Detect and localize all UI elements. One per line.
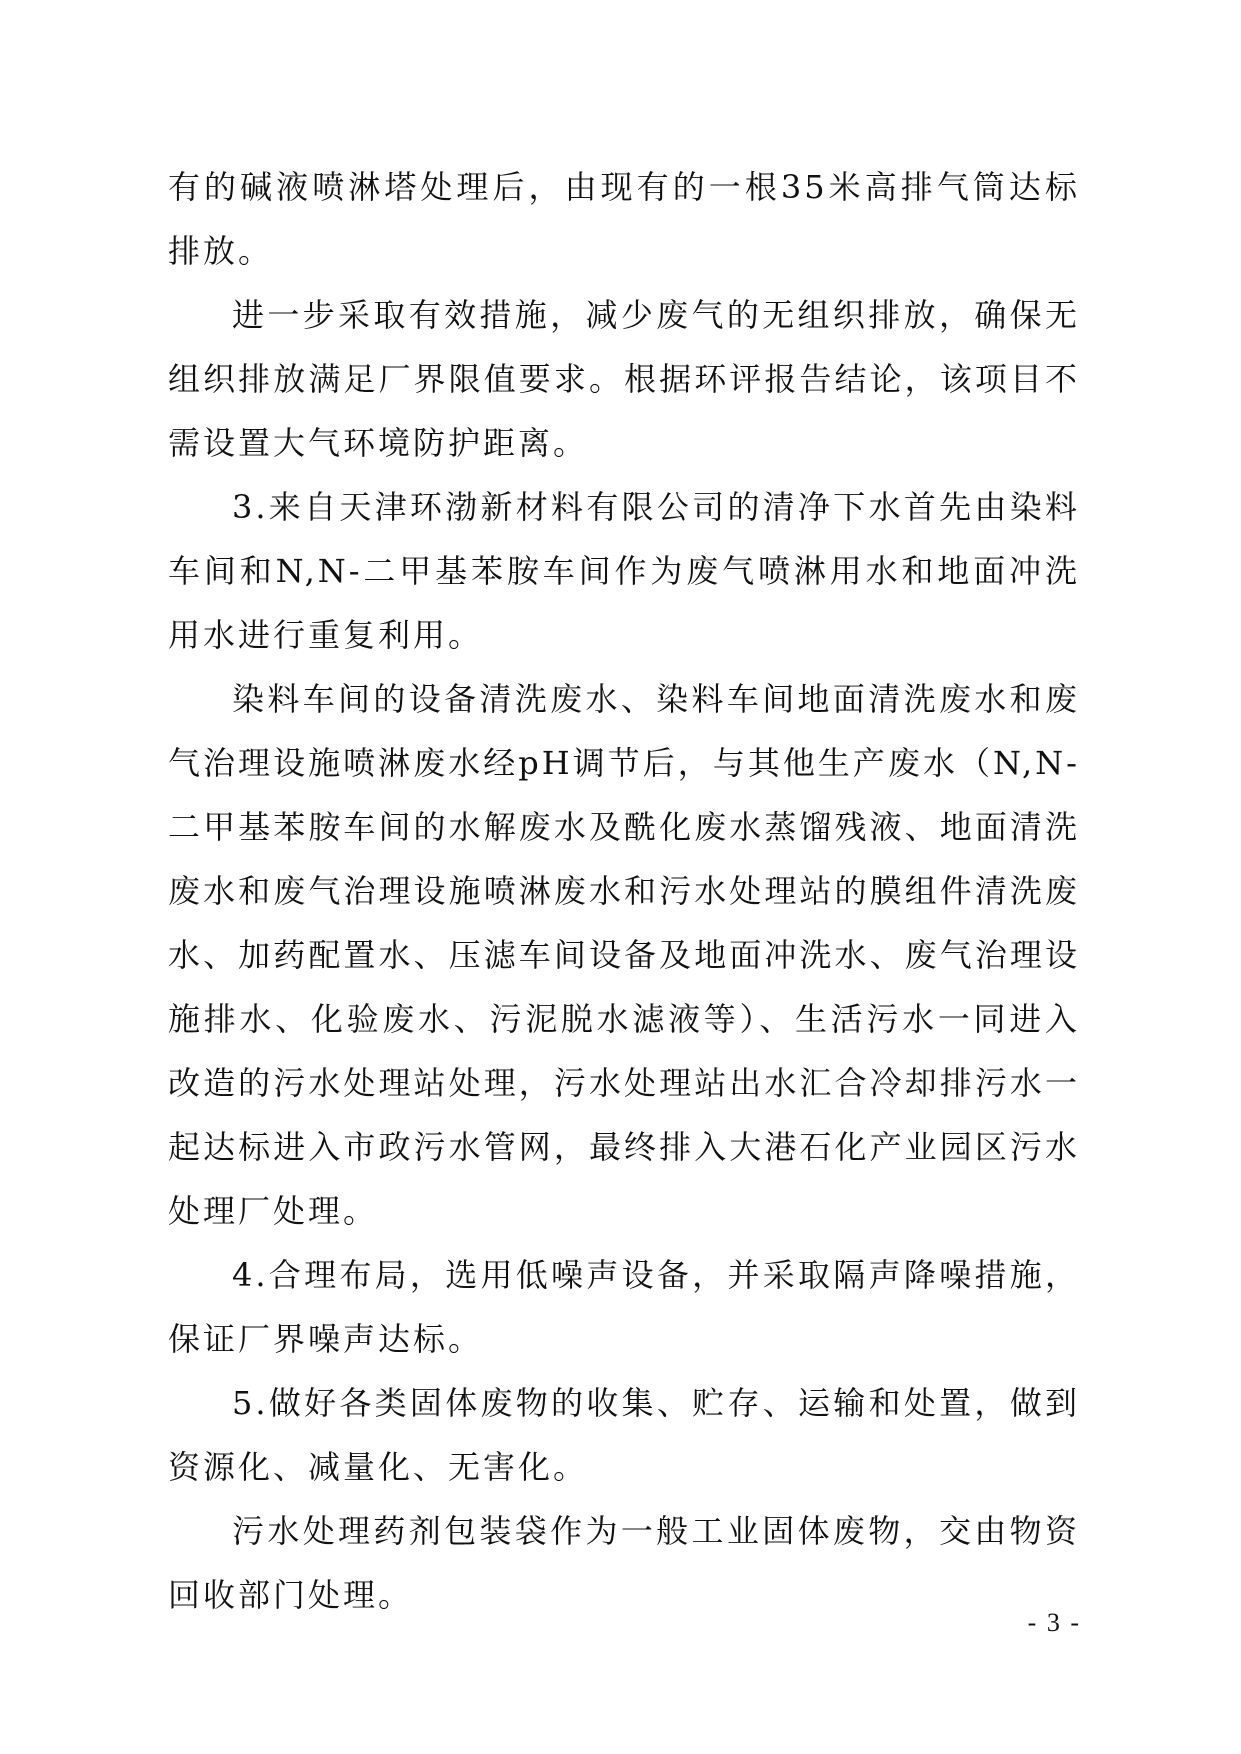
paragraph-continuation: 有的碱液喷淋塔处理后，由现有的一根35米高排气筒达标排放。 bbox=[168, 168, 1080, 270]
paragraph-fugitive-emissions: 进一步采取有效措施，减少废气的无组织排放，确保无组织排放满足厂界限值要求。根据环评报告结论，该项目不需设置大气环境防护距离。 bbox=[168, 296, 1080, 462]
paragraph-packaging-bags: 污水处理药剂包装袋作为一般工业固体废物，交由物资回收部门处理。 bbox=[168, 1512, 1080, 1614]
paragraph-item-4: 4.合理布局，选用低噪声设备，并采取隔声降噪措施，保证厂界噪声达标。 bbox=[168, 1256, 1080, 1358]
body-text bbox=[168, 155, 1080, 1627]
page-number: - 3 - bbox=[1027, 1608, 1081, 1637]
paragraph-wastewater-treatment: 染料车间的设备清洗废水、染料车间地面清洗废水和废气治理设施喷淋废水经pH调节后，与其他生产废水（N,N-二甲基苯胺车间的水解废水及酰化废水蒸馏残液、地面清洗废水和废气治理设施喷淋废水和污水处理站的膜组件清洗废水、加药配置水、压滤车间设备及地面冲洗水、废气治理设施排水、化验废水、污泥脱水滤液等）、生活污水一同进入改造的污水处理站处理，污水处理站出水汇合冷却排污水一起达标进入市政污水管网，最终排入大港石化产业园区污水处理厂处理。 bbox=[168, 680, 1080, 1230]
paragraph-item-3: 3.来自天津环渤新材料有限公司的清净下水首先由染料车间和N,N-二甲基苯胺车间作为废气喷淋用水和地面冲洗用水进行重复利用。 bbox=[168, 488, 1080, 654]
paragraph-item-5: 5.做好各类固体废物的收集、贮存、运输和处置，做到资源化、减量化、无害化。 bbox=[168, 1384, 1080, 1486]
